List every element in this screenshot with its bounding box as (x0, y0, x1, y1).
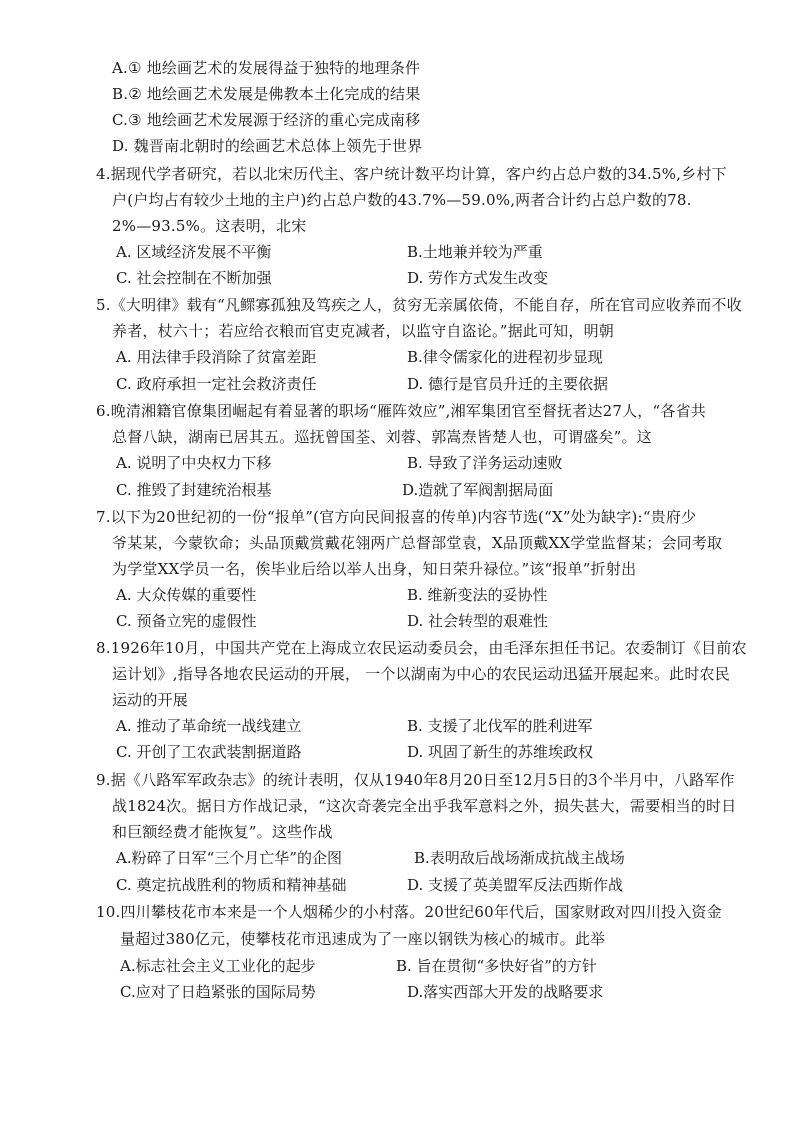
q6-option-b: B. 导致了洋务运动速败 (407, 454, 563, 472)
q6-stem-line-2: 总督八缺，湖南已居其五。巡抚曾国荃、刘蓉、郭嵩焘皆楚人也，可谓盛矣”。这 (112, 428, 652, 446)
q6-option-c: C. 推毁了封建统治根基 (116, 481, 272, 499)
q8-stem-line-2: 运计划》,指导各地农民运动的开展， 一个以湖南为中心的农民运动迅猛开展起来。此时农民 (112, 665, 730, 683)
q8-option-c: C. 开创了工农武装割据道路 (116, 743, 302, 761)
q4-option-b: B.土地兼并较为严重 (407, 243, 543, 261)
q5-option-c: C. 政府承担一定社会救济责任 (116, 375, 317, 393)
q7-option-c: C. 预备立宪的虚假性 (116, 612, 257, 630)
q10-option-a: A.标志社会主义工业化的起步 (120, 957, 316, 975)
q9-stem-line-2: 战1824次。据日方作战记录，“这次奇袭完全出乎我军意料之外，损失甚大，需要相当的时日 (112, 797, 737, 815)
q10-stem-line-2: 量超过380亿元，使攀枝花市迅速成为了一座以钢铁为核心的城市。此举 (120, 930, 606, 948)
q5-stem-line-1: 5.《大明律》载有“凡鳏寡孤独及笃疾之人，贫穷无亲属依倚，不能自存，所在官司应收养而不收 (96, 296, 742, 314)
q4-stem-line-3: 2%—93.5%。这表明，北宋 (112, 217, 307, 235)
q4-stem-line-2: 户(户均占有较少土地的主户)约占总户数的43.7%—59.0%,两者合计约占总户数的78. (112, 191, 692, 209)
q5-option-a: A. 用法律手段消除了贫富差距 (116, 348, 317, 366)
q7-stem-line-1: 7.以下为20世纪初的一份“报单”(官方向民间报喜的传单)内容节选(“X”处为缺字):“贵府少 (96, 508, 697, 526)
q8-stem-line-1: 8.1926年10月，中国共产党在上海成立农民运动委员会，由毛泽东担任书记。农委制订《目前农 (96, 639, 747, 657)
q5-option-b: B.律令儒家化的进程初步显现 (407, 348, 603, 366)
q6-option-d: D.造就了军阀割据局面 (402, 481, 554, 499)
q6-option-a: A. 说明了中央权力下移 (116, 454, 272, 472)
q3-option-a: A.① 地绘画艺术的发展得益于独特的地理条件 (112, 59, 421, 77)
q4-option-d: D. 劳作方式发生改变 (407, 269, 549, 287)
q4-option-c: C. 社会控制在不断加强 (116, 269, 272, 287)
q8-option-a: A. 推动了革命统一战线建立 (116, 717, 302, 735)
q9-stem-line-3: 和巨额经费才能恢复”。这些作战 (112, 823, 333, 841)
q7-stem-line-3: 为学堂XX学员一名，俟毕业后给以举人出身，知日荣升禄位。”该“报单”折射出 (112, 560, 637, 578)
q7-stem-line-2: 爷某某，今蒙钦命；头品顶戴赏戴花翎两广总督部堂袁，X品顶戴XX学堂监督某；会同考取 (112, 534, 723, 552)
q8-option-d: D. 巩固了新生的苏维埃政权 (407, 743, 594, 761)
q10-stem-line-1: 10.四川攀枝花市本来是一个人烟稀少的小村落。20世纪60年代后，国家财政对四川投入资金 (96, 903, 722, 921)
q10-option-c: C.应对了日趋紧张的国际局势 (120, 983, 316, 1001)
q10-option-d: D.落实西部大开发的战略要求 (407, 983, 604, 1001)
q7-option-b: B. 维新变法的妥协性 (407, 586, 548, 604)
q8-stem-line-3: 运动的开展 (112, 691, 189, 709)
q9-option-d: D. 支援了英美盟军反法西斯作战 (407, 876, 624, 894)
q10-option-b: B. 旨在贯彻“多快好省”的方针 (396, 957, 597, 975)
q8-option-b: B. 支援了北伐军的胜利进军 (407, 717, 593, 735)
q9-stem-line-1: 9.据《八路军军政杂志》的统计表明，仅从1940年8月20日至12月5日的3个半月中，八路军作 (96, 771, 735, 789)
q9-option-a: A.粉碎了日军“三个月亡华”的企图 (116, 849, 342, 867)
q3-option-b: B.② 地绘画艺术发展是佛教本土化完成的结果 (112, 85, 421, 103)
q9-option-c: C. 奠定抗战胜利的物质和精神基础 (116, 876, 347, 894)
q3-option-d: D. 魏晋南北朝时的绘画艺术总体上领先于世界 (112, 137, 423, 155)
q5-option-d: D. 德行是官员升迁的主要依据 (407, 375, 609, 393)
q9-option-b: B.表明敌后战场渐成抗战主战场 (414, 849, 625, 867)
q3-option-c: C.③ 地绘画艺术发展源于经济的重心完成南移 (112, 111, 421, 129)
q4-option-a: A. 区域经济发展不平衡 (116, 243, 272, 261)
q4-stem-line-1: 4.据现代学者研究，若以北宋历代主、客户统计数平均计算，客户约占总户数的34.5%,乡村下 (96, 165, 727, 183)
q5-stem-line-2: 养者，杖六十；若应给衣粮而官吏克减者，以监守自盗论。”据此可知，明朝 (112, 322, 614, 340)
q7-option-d: D. 社会转型的艰难性 (407, 612, 549, 630)
q6-stem-line-1: 6.晚清湘籍官僚集团崛起有着显著的职场“雁阵效应”,湘军集团官至督抚者达27人，“各省共 (96, 402, 706, 420)
q7-option-a: A. 大众传媒的重要性 (116, 586, 257, 604)
